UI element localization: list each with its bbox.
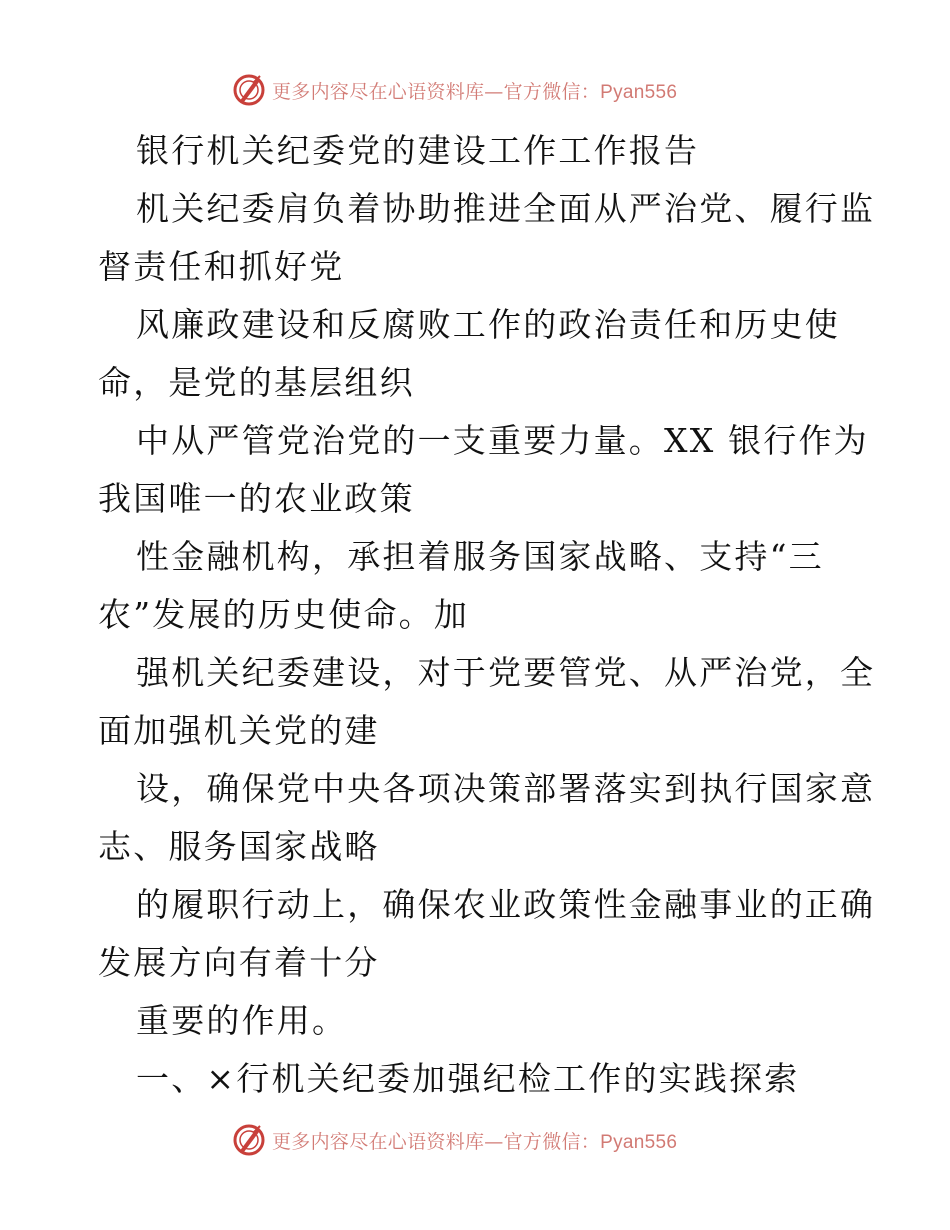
text-line: 志、服务国家战略 xyxy=(98,827,380,866)
document-body xyxy=(98,122,876,1108)
text-line: 的履职行动上，确保农业政策性金融事业的正确 xyxy=(136,885,876,924)
watermark-text: 更多内容尽在心语资料库—官方微信：Pyan556 xyxy=(272,1130,678,1153)
text-line: 面加强机关党的建 xyxy=(98,711,380,750)
text-line: 我国唯一的农业政策 xyxy=(98,479,415,518)
text-line: 命，是党的基层组织 xyxy=(98,363,415,402)
text-line: 一、×行机关纪委加强纪检工作的实践探索 xyxy=(136,1059,800,1098)
text-line: 设，确保党中央各项决策部署落实到执行国家意 xyxy=(136,769,876,808)
text-line: 风廉政建设和反腐败工作的政治责任和历史使 xyxy=(136,305,840,344)
text-line: 督责任和抓好党 xyxy=(98,247,345,286)
text-line: 重要的作用。 xyxy=(136,1001,348,1040)
text-line: 性金融机构，承担着服务国家战略、支持“三 xyxy=(136,537,824,576)
text-line: 发展方向有着十分 xyxy=(98,943,380,982)
watermark-header xyxy=(232,72,677,108)
quill-logo-icon xyxy=(232,73,266,107)
quill-logo-icon xyxy=(232,1123,266,1157)
text-line: 中从严管党治党的一支重要力量。XX 银行作为 xyxy=(136,421,869,460)
text-line: 银行机关纪委党的建设工作工作报告 xyxy=(136,131,700,170)
text-line: 机关纪委肩负着协助推进全面从严治党、履行监 xyxy=(136,189,876,228)
text-line: 农”发展的历史使命。加 xyxy=(98,595,470,634)
text-line: 强机关纪委建设，对于党要管党、从严治党，全 xyxy=(136,653,876,692)
watermark-footer xyxy=(232,1122,677,1158)
watermark-text: 更多内容尽在心语资料库—官方微信：Pyan556 xyxy=(272,80,678,103)
